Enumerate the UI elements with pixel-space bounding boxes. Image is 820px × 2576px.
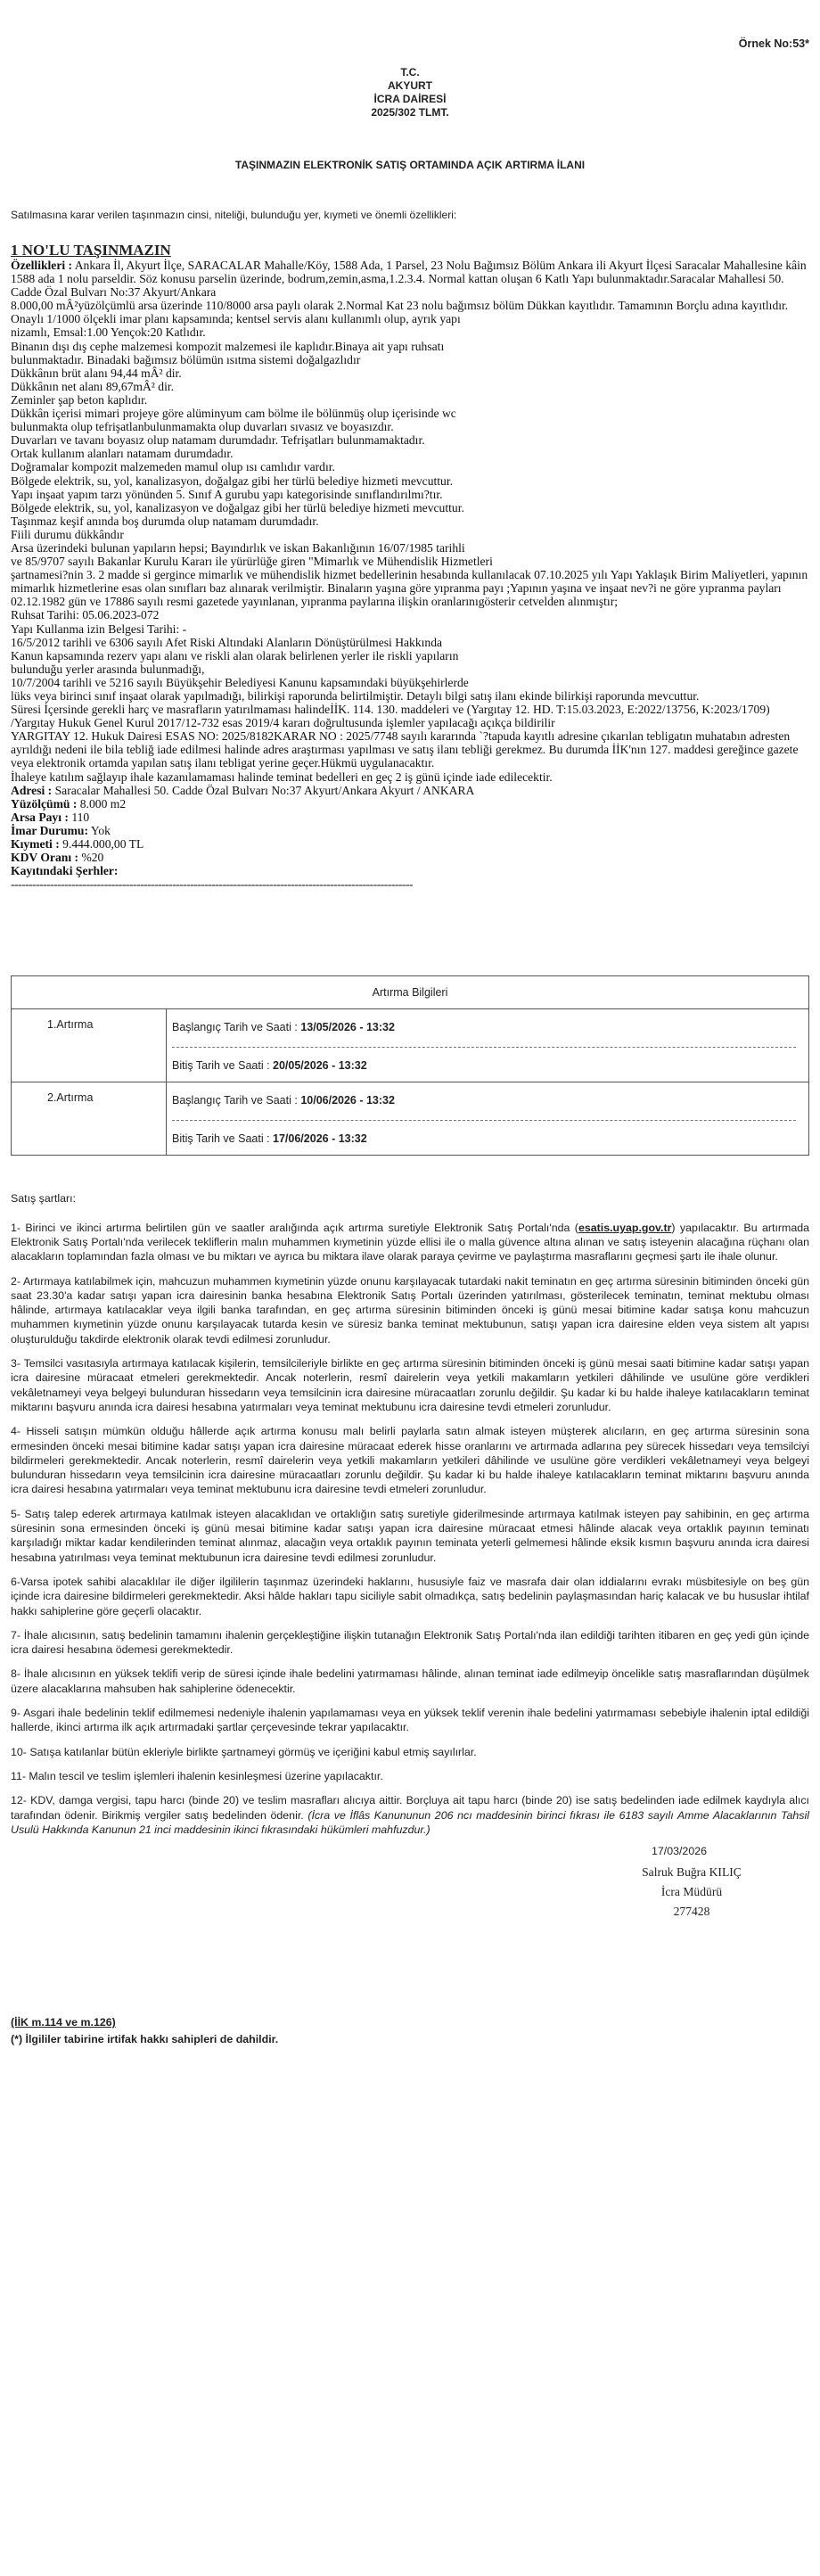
property-detail-line: ve 85/9707 sayılı Bakanlar Kurulu Kararı ile yürürlüğe giren "Mimarlık ve Mühendislik Hizmetleri xyxy=(11,555,493,569)
property-detail-line: Ortak kullanım alanları natamam durumdadır. xyxy=(11,447,234,461)
conditions-title: Satış şartları: xyxy=(11,1192,76,1206)
auction-name: 1.Artırma xyxy=(12,1009,167,1082)
auction-info-table xyxy=(11,975,809,1156)
property-detail-line: Süresi İçersinde gerekli harç ve masrafların yatırılmaması halindeİİK. 114. 130. maddeleri ve (Yargıtay 12. HD. T:15.03.2023, E:2022/13756, K:2023/1709) /Yargıtay Hukuk Genel Kurul 2017/12-732 esas 2019/4 kararı doğrultusunda işlemler yapılacağı açıkça bildirilir xyxy=(11,703,770,730)
ornek-no: Örnek No:53* xyxy=(738,37,809,50)
condition-8: 8- İhale alıcısının en yüksek teklifi verip de süresi içinde ihale bedelini yatırmaması hâlinde, alınan teminat iade edilmeyip öncelikle satış masraflarından düşülmek üzere alacaklarına mahsuben hak sahiplerine ödenecektir. xyxy=(11,1667,809,1695)
property-details xyxy=(11,259,809,891)
end-value: 17/06/2026 - 13:32 xyxy=(273,1132,367,1146)
end-value: 20/05/2026 - 13:32 xyxy=(273,1059,367,1073)
end-label: Bitiş Tarih ve Saati : xyxy=(172,1132,270,1146)
separator-line: ---------------------------------------------------------------------------------------------------------------- xyxy=(11,877,414,892)
property-detail-line: Dükkânın net alanı 89,67mÂ² dir. xyxy=(11,379,175,393)
features-text: Ankara İl, Akyurt İlçe, SARACALAR Mahalle/Köy, 1588 Ada, 1 Parsel, 23 Nolu Bağımsız Bölüm Ankara ili Akyurt İlçesi Saracalar Mahallesine kâin 1588 ada 1 nolu parseldir. Söz konusu parselin üzerinde, bodrum,zemin,asma,1.2.3.4. Normal kattan oluşan 6 Katlı Yapı bulunmaktadır.Saracalar Mahallesi 50. Cadde Özal Bulvarı No:37 Akyurt/Ankara xyxy=(11,259,807,300)
esatis-link[interactable]: esatis.uyap.gov.tr xyxy=(578,1221,672,1234)
annotations-line xyxy=(11,864,809,877)
end-line xyxy=(172,1058,803,1073)
property-title: 1 NO'LU TAŞINMAZIN xyxy=(11,242,171,259)
start-label: Başlangıç Tarih ve Saati : xyxy=(172,1094,298,1107)
property-detail-line: Bölgede elektrik, su, yol, kanalizasyon ve doğalgaz gibi her türlü belediye hizmeti mevcuttur. xyxy=(11,500,464,514)
signature-block xyxy=(594,1863,790,1922)
property-detail-line: şartnamesi?nin 3. 2 madde si gergince mimarlık ve mühendislik hizmet bedellerinin hesabında kullanılacak 07.10.2025 yılı Yapı Yaklaşık Birim Maliyetleri, yapının mimarlık hizmetlerine esas olan sınıfları baz alınarak verilmiştir. Binaların yaşına göre yıpranma payı ;Yapının yaşına ve inşaat nev?i ne göre yıpranma payları 02.12.1982 gün ve 17886 sayılı resmi gazetede yayınlanan, yıpranma paylarına ilişkin oranlarınıgösterir cetvelden alınmıştır; xyxy=(11,568,808,609)
area-value: 8.000 m2 xyxy=(79,796,127,811)
condition-5: 5- Satış talep ederek artırmaya katılmak isteyen alacaklıdan ve ortaklığın satış suretiyle giderilmesinde artırmaya katılmak isteyen pay sahibinin, en geç artırma süresinin sona ermesinden önceki iş günü mesai bitimine kadar satışı yapan icra dairesine müracaat etmesi hâlinde alacak veya ortaklık payının teminatı karşıladığı miktar kadar kendilerinden teminat alınmaz, alacağın veya ortaklık payının teminata yeterli gelmemesi hâlinde eksik kısmın başvuru anında icra dairesi hesabına yatırılması veya teminat mektubunun icra dairesine tevdi edilmesi zorunludur. xyxy=(11,1507,809,1564)
condition-3: 3- Temsilci vasıtasıyla artırmaya katılacak kişilerin, temsilcileriyle birlikte en geç artırma süresinin bitiminden önceki iş günü mesai saati bitimine kadar satışı yapan icra dairesine müracaat etmeleri gerekmektedir. Ancak noterlerin, resmî dairelerin veya yetkili makamların yetkileri dâhilinde ve usulüne göre verdikleri vekâletnameyi veya belgeyi bulunduran hissedarın veya temsilcinin icra dairesine müracaatları zorunlu değildir. Şu kadar ki bu halde ihaleye katılacakların teminat miktarını başvuru anında icra dairesi hesabına yatırmaları veya teminat mektubunu icra dairesine tevdi etmeleri zorunludur. xyxy=(11,1357,809,1413)
property-detail-line: bulunduğu yerler arasında bulunmadığı, xyxy=(11,662,205,676)
property-detail-line: Dükkân içerisi mimari projeye göre alüminyum cam bölme ile bölünmüş olup içerisinde wc xyxy=(11,407,456,421)
date-divider xyxy=(172,1047,796,1048)
property-detail-line: Fiili durumu dükkândır xyxy=(11,527,124,541)
property-detail-line: 16/5/2012 tarihli ve 6306 sayılı Afet Riski Altındaki Alanların Dönüştürülmesi Hakkında xyxy=(11,635,443,649)
condition-12-note: (İcra ve İflâs Kanununun 206 ncı maddesinin birinci fıkrası ile 6183 sayılı Amme Alacaklarının Tahsil Usulü Hakkında Kanunun 21 inci maddesinin ikinci fıkrasındaki hükümleri mahfuzdur.) xyxy=(11,1808,809,1836)
property-detail-line: Kanun kapsamında rezerv yapı alanı ve riskli alan olarak belirlenen yerler ile riskli yapıların xyxy=(11,648,459,663)
annotations-label: Kayıtındaki Şerhler: xyxy=(11,864,119,878)
value-amount: 9.444.000,00 TL xyxy=(62,837,144,852)
vat-label: KDV Oranı : xyxy=(11,851,79,865)
start-value: 10/06/2026 - 13:32 xyxy=(300,1094,395,1107)
property-detail-line: Yapı Kullanma izin Belgesi Tarihi: - xyxy=(11,621,187,636)
area-line xyxy=(11,797,809,811)
property-detail-line: Arsa üzerindeki bulunan yapıların hepsi; Bayındırlık ve iskan Bakanlığının 16/07/1985 tarihli xyxy=(11,540,465,555)
signer-no: 277428 xyxy=(673,1905,710,1919)
condition-10: 10- Satışa katılanlar bütün ekleriyle birlikte şartnameyi görmüş ve içeriğini kabul etmiş sayılırlar. xyxy=(11,1745,477,1758)
footer-law: (İİK m.114 ve m.126) xyxy=(11,2016,116,2029)
end-label: Bitiş Tarih ve Saati : xyxy=(172,1059,270,1073)
auction-row xyxy=(12,1009,809,1082)
property-detail-line: Onaylı 1/1000 ölçekli imar planı kapsamında; kentsel servis alanı kullanımlı olup, ayrık yapı xyxy=(11,312,461,326)
end-line xyxy=(172,1132,803,1146)
signature-date: 17/03/2026 xyxy=(651,1845,707,1858)
property-detail-line: Binanın dışı dış cephe malzemesi kompozit malzemesi ile kaplıdır.Binaya ait yapı ruhsatı xyxy=(11,339,445,353)
header-tc: T.C. xyxy=(400,66,420,78)
sale-conditions xyxy=(11,1191,809,1837)
start-line xyxy=(172,1020,803,1034)
condition-2: 2- Artırmaya katılabilmek için, mahcuzun muhammen kıymetinin yüzde onunu karşılayacak tutardaki nakit teminatın en geç artırma süresinin bitiminden önceki gün saat 23.30'a kadar satışı yapan icra dairesinin banka hesabına Elektronik Satış Portalı üzerinden yatırılması, gösterilecek teminatın, teminat mektubu olması hâlinde, artırmaya katılacaklar veya ilgili banka tarafından, en geç artırma süresinin bitiminden önceki iş günü mesai bitimine kadar satışa konu mahcuzun muhammen kıymetinin yüzde onunu karşılayacak tutarda kesin ve süresiz banka teminat mektubunun, satışı yapan icra dairesine elden veya sistem alt yapısı oluşturulduğu takdirde elektronik olarak tevdi edilmesi zorunludur. xyxy=(11,1274,809,1346)
property-detail-line: nizamlı, Emsal:1.00 Yençok:20 Katlıdır. xyxy=(11,325,206,340)
header-office: İCRA DAİRESİ xyxy=(373,93,447,105)
condition-6: 6-Varsa ipotek sahibi alacaklılar ile diğer ilgililerin taşınmaz üzerindeki haklarını, hususiyle faiz ve masrafa dair olan iddialarını evrakı müsbitesiyle on beş gün içinde icra dairesine bildirmeleri gerekmektedir. Aksi hâlde hakları tapu siciliyle sabit olmadıkça, satış bedelinin paylaşmasından hariç kalacak ve bu hususlar ihtilaf hakkı sahiplerine göre geçerli olacaktır. xyxy=(11,1575,809,1617)
vat-value: %20 xyxy=(81,851,104,865)
auction-dates xyxy=(167,1009,809,1082)
condition-12-text: 12- KDV, damga vergisi, tapu harcı (binde 20) ve teslim masrafları alıcıya aittir. Borçluya ait tapu harcı (binde 20) ise satış bedelinden iade edilmek kaydıyla alıcı tarafından ödenir. Birikmiş vergiler satış bedelinden ödenir. xyxy=(11,1794,809,1822)
announcement-title: TAŞINMAZIN ELEKTRONİK SATIŞ ORTAMINDA AÇIK ARTIRMA İLANI xyxy=(234,159,586,171)
auction-table-header: Artırma Bilgileri xyxy=(12,976,809,1009)
land-share-line xyxy=(11,811,809,824)
start-line xyxy=(172,1093,803,1107)
value-line xyxy=(11,837,809,851)
condition-1 xyxy=(11,1221,809,1264)
property-detail-line: İhaleye katılım sağlayıp ihale kazanılamaması halinde teminat bedelleri en geç 2 iş günü içinde iade edilecektir. xyxy=(11,770,553,784)
start-value: 13/05/2026 - 13:32 xyxy=(300,1021,395,1034)
property-detail-line: bulunmaktadır. Binadaki bağımsız bölümün ısıtma sistemi doğalgazlıdır xyxy=(11,352,361,366)
intro-text: Satılmasına karar verilen taşınmazın cinsi, niteliği, bulunduğu yer, kıymeti ve önemli özellikleri: xyxy=(11,209,457,221)
zoning-label: İmar Durumu: xyxy=(11,823,88,837)
property-detail-line: 8.000,00 mÂ²yüzölçümlü arsa üzerinde 110/8000 arsa paylı olarak 2.Normal Kat 23 nolu bağımsız bölüm Dükkan kayıtlıdır. Tamamının Borçlu adına kayıtlıdır. xyxy=(11,299,789,313)
auction-dates xyxy=(167,1082,809,1156)
land-share-label: Arsa Payı : xyxy=(11,810,69,824)
zoning-value: Yok xyxy=(90,823,111,837)
address-value: Saracalar Mahallesi 50. Cadde Özal Bulvarı No:37 Akyurt/Ankara Akyurt / ANKARA xyxy=(54,783,475,797)
property-detail-line: YARGITAY 12. Hukuk Dairesi ESAS NO: 2025/8182KARAR NO : 2025/7748 sayılı kararında `?tapuda kayıtlı adresine çıkarılan tebligatın muhatabın adresten ayrıldığı nedeni ile bila tebliğ iade edilmesi halinde adres araştırması yapılması ve satış ilanı tebliği gerekmez. Bu durumda İİK'nın 127. maddesi gereğince gazete veya elektronik ortamda yapılan satış ilanı tebligat yerine geçer.Hükmü uygulanacaktır. xyxy=(11,729,799,770)
property-detail-line: Zeminler şap beton kaplıdır. xyxy=(11,392,148,407)
property-features-first xyxy=(11,259,809,299)
condition-11: 11- Malın tescil ve teslim işlemleri ihalenin kesinleşmesi üzerine yapılacaktır. xyxy=(11,1769,383,1782)
signer-name: Salruk Buğra KILIÇ xyxy=(642,1865,742,1880)
property-detail-lines xyxy=(11,299,809,783)
property-detail-line: bulunmakta olup tefrişatlanbulunmamakta olup duvarları sıvasız ve boyasızdır. xyxy=(11,420,394,434)
condition-7: 7- İhale alıcısının, satış bedelinin tamamını ihalenin gerçekleştiğine ilişkin tutanağın Elektronik Satış Portalı'nda ilan edildiği tarihten itibaren en geç yedi gün içinde icra dairesi hesabına ödemesi gerekmektedir. xyxy=(11,1628,809,1657)
signer-title: İcra Müdürü xyxy=(660,1885,723,1899)
property-detail-line: Yapı inşaat yapım tarzı yönünden 5. Sınıf A gurubu yapı kategorisinde sınıflandırılmı?tır. xyxy=(11,487,443,501)
property-detail-line: Duvarları ve tavanı boyasız olup natamam durumdadır. Tefrişatları bulunmamaktadır. xyxy=(11,433,425,448)
auction-name: 2.Artırma xyxy=(12,1082,167,1156)
address-line xyxy=(11,784,809,797)
condition-12 xyxy=(11,1793,809,1837)
header-location: AKYURT xyxy=(388,79,432,92)
header-file-no: 2025/302 TLMT. xyxy=(371,106,449,119)
date-divider xyxy=(172,1120,796,1121)
property-detail-line: 10/7/2004 tarihli ve 5216 sayılı Büyükşehir Belediyesi Kanunu kapsamındaki büyükşehirlerde xyxy=(11,675,469,689)
auction-row xyxy=(12,1082,809,1156)
property-detail-line: lüks veya birinci sınıf inşaat olarak yapılmadığı, bilirkişi raporunda belirtilmiştir. Detaylı bilgi satış ilanı ekinde bilirkişi raporunda mevcuttur. xyxy=(11,689,700,703)
condition-4: 4- Hisseli satışın mümkün olduğu hâllerde açık artırma konusu malı belirli paylarla satın almak isteyen müşterek alıcıların, en geç artırma süresinin sona ermesinden önceki mesai bitimine kadar satışı yapan icra dairesine müracaat ederek hisse oranlarını ve artırmada adlarına pey sürecek hissedarı veya temsilciyi bildirmeleri gerekmektedir. Ancak noterlerin, resmî dairelerin veya yetkili makamların yetkileri dâhilinde ve usulüne göre verdikleri vekâletnameyi veya belgeyi bulunduran hissedarın veya temsilcinin icra dairesine müracaatları zorunlu değildir. Şu kadar ki bu halde ihaleye katılacakların teminat miktarını başvuru anında icra dairesi hesabına yatırmaları veya teminat mektubunu icra dairesine tevdi etmeleri zorunludur. xyxy=(11,1425,809,1496)
area-label: Yüzölçümü : xyxy=(11,796,78,811)
property-detail-line: Taşınmaz keşif anında boş durumda olup natamam durumdadır. xyxy=(11,514,319,528)
property-detail-line: Dükkânın brüt alanı 94,44 mÂ² dir. xyxy=(11,366,182,380)
condition-1-text-a: 1- Birinci ve ikinci artırma belirtilen gün ve saatler aralığında açık artırma suretiyle Elektronik Satış Portalı'nda ( xyxy=(11,1221,578,1234)
features-label: Özellikleri : xyxy=(11,259,73,272)
land-share-value: 110 xyxy=(71,810,90,824)
start-label: Başlangıç Tarih ve Saati : xyxy=(172,1021,298,1034)
condition-1-text-b: ) yapılacaktır. Bu artırmada Elektronik Satış Portalı'nda verilecek tekliflerin malın muhammen kıymetinin yüzde ellisi ile o malla güvence altına alınan ve satış isteyenin alacağına rüçhanı olan alacakların toplamından fazla olması ve bu miktarı ve ayrıca bu miktara ilave olarak paraya çevirme ve paylaştırma masraflarını geçmesi şartı ile ihale olunur. xyxy=(11,1221,810,1263)
zoning-line xyxy=(11,824,809,837)
value-label: Kıymeti : xyxy=(11,837,60,852)
vat-line xyxy=(11,851,809,864)
property-detail-line: Doğramalar kompozit malzemeden mamul olup ısı camlıdır vardır. xyxy=(11,460,335,474)
property-detail-line: Bölgede elektrik, su, yol, kanalizasyon, doğalgaz gibi her türlü belediye hizmeti mevcuttur. xyxy=(11,473,454,488)
property-detail-line: Ruhsat Tarihi: 05.06.2023-072 xyxy=(11,608,160,622)
footer-note: (*) İlgililer tabirine irtifak hakkı sahipleri de dahildir. xyxy=(11,2033,279,2046)
address-label: Adresi : xyxy=(11,783,53,797)
footer xyxy=(11,2014,809,2048)
condition-9: 9- Asgari ihale bedelinin teklif edilmemesi nedeniyle ihalenin yapılamaması veya en yüksek teklif verenin ihale bedelini yatırmaması sebebiyle ihalenin iptal edildiği hallerde, ikinci artırma ilk açık artırmadaki şartlar çerçevesinde tekrar yapılacaktır. xyxy=(11,1707,809,1734)
